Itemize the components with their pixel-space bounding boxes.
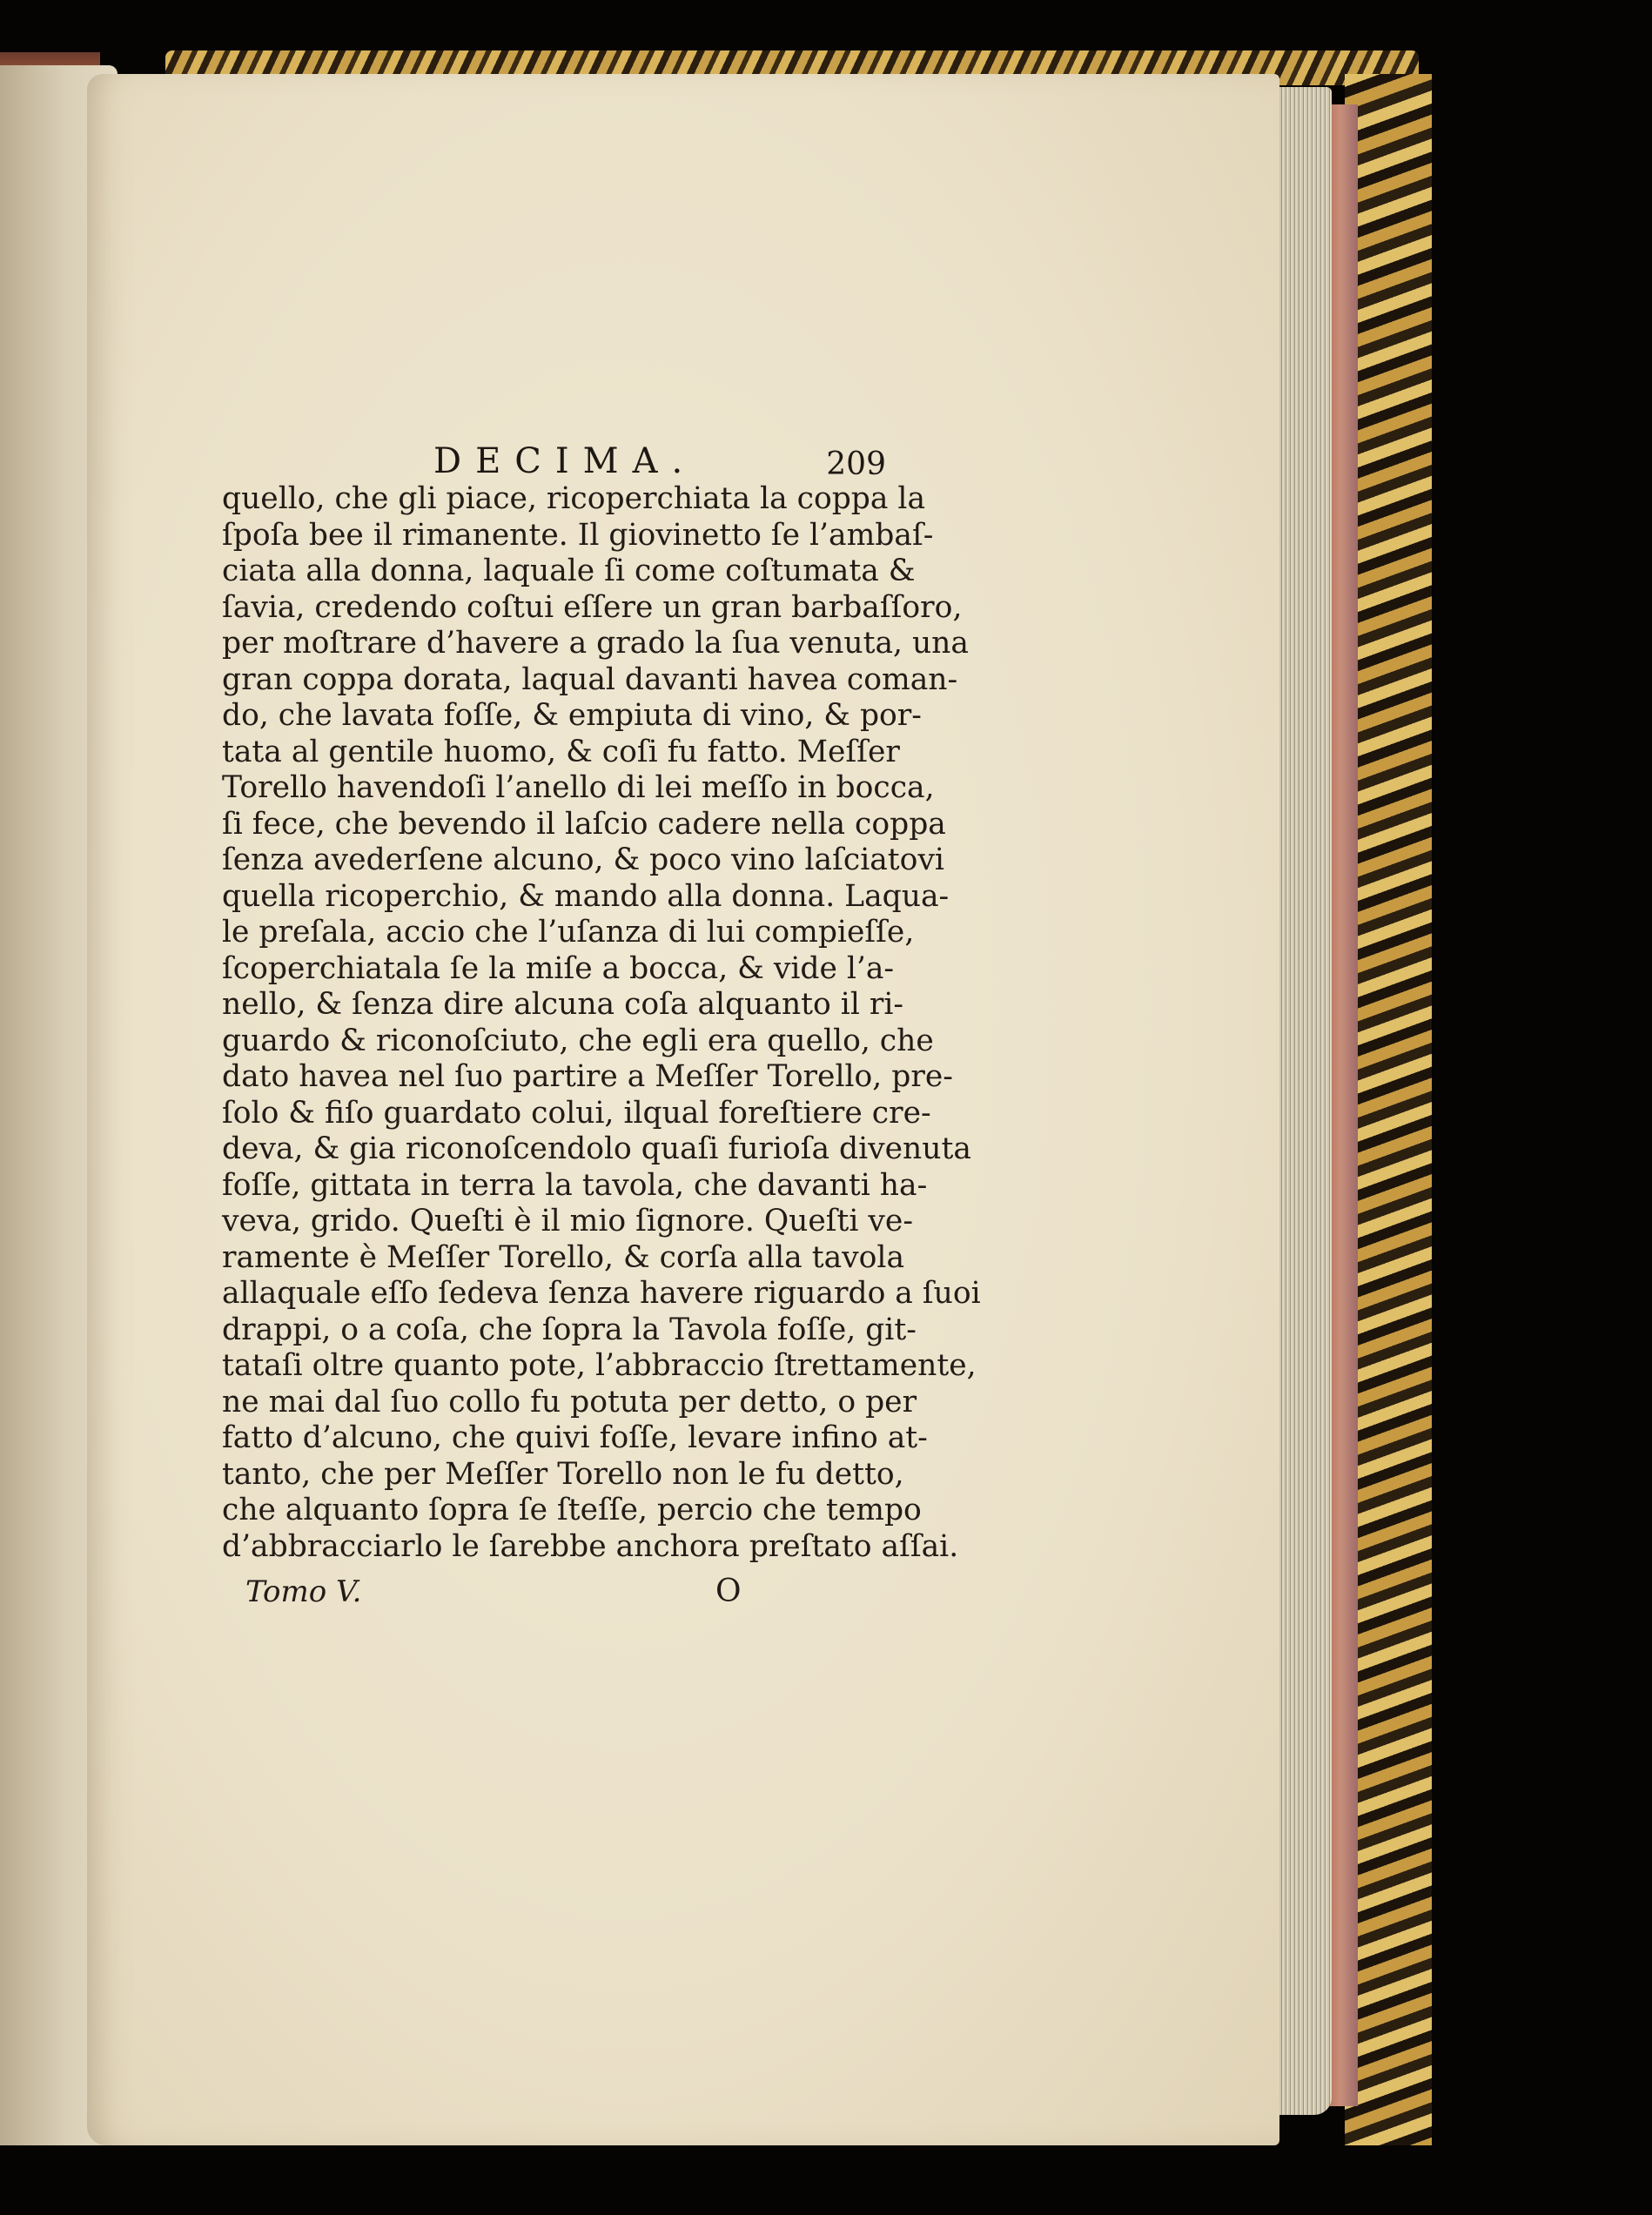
text-line: tanto, che per Meſſer Torello non le fu detto, xyxy=(222,1456,904,1492)
right-gilt-border xyxy=(1345,74,1432,2145)
text-line: ſcoperchiatala ſe la miſe a bocca, & vide l’a- xyxy=(222,950,895,986)
text-line: Torello havendoſi l’anello di lei meſſo in bocca, xyxy=(222,770,935,805)
text-line: ſavia, credendo coſtui eſſere un gran barbaſſoro, xyxy=(222,589,963,625)
text-line: quello, che gli piace, ricoperchiata la coppa la xyxy=(222,481,926,516)
text-line: foſſe, gittata in terra la tavola, che davanti ha- xyxy=(222,1167,928,1203)
text-line: ſenza avederſene alcuno, & poco vino laſciatovi xyxy=(222,842,944,877)
text-line: gran coppa dorata, laqual davanti havea coman- xyxy=(222,661,958,697)
text-line: ne mai dal ſuo collo fu potuta per detto, o per xyxy=(222,1384,917,1420)
page-number: 209 xyxy=(826,446,886,482)
text-line: per moſtrare d’havere a grado la ſua venuta, una xyxy=(222,626,969,661)
text-line: drappi, o a coſa, che ſopra la Tavola foſſe, git- xyxy=(222,1312,917,1347)
text-line: le preſala, accio che l’uſanza di lui compieſſe, xyxy=(222,915,915,950)
text-line: ſolo & fiſo guardato colui, ilqual foreſtiere cre- xyxy=(222,1095,931,1131)
page-header xyxy=(433,440,886,483)
text-line: ſpoſa bee il rimanente. Il giovinetto ſe l’ambaſ- xyxy=(222,517,934,553)
page-footer xyxy=(245,1571,768,1614)
text-line: dato havea nel ſuo partire a Meſſer Torello, pre- xyxy=(222,1059,953,1094)
text-line: ciata alla donna, laquale ſi come coſtumata & xyxy=(222,554,916,588)
text-line: ramente è Meſſer Torello, & corſa alla tavola xyxy=(222,1239,905,1275)
running-head: DECIMA. xyxy=(433,441,697,481)
text-line: guardo & riconoſciuto, che egli era quello, che xyxy=(222,1023,934,1058)
text-line: deva, & gia riconoſcendolo quaſi furioſa divenuta xyxy=(222,1131,971,1166)
text-line: nello, & ſenza dire alcuna coſa alquanto il ri- xyxy=(222,987,904,1022)
text-line: quella ricoperchio, & mando alla donna. Laqua- xyxy=(222,878,950,914)
text-line: fatto d’alcuno, che quivi foſſe, levare infino at- xyxy=(222,1420,928,1455)
text-line: tataſi oltre quanto pote, l’abbraccio ſtrettamente, xyxy=(222,1348,977,1383)
text-line: d’abbracciarlo le ſarebbe anchora preſtato aſſai. xyxy=(222,1528,959,1564)
text-line: allaquale eſſo ſedeva ſenza havere riguardo a ſuoi xyxy=(222,1276,981,1311)
volume-label: Tomo V. xyxy=(245,1574,362,1609)
text-line: che alquanto ſopra ſe ſteſſe, percio che tempo xyxy=(222,1493,922,1527)
text-line: tata al gentile huomo, & coſi fu fatto. Meſſer xyxy=(222,734,900,769)
text-line: veva, grido. Queſti è il mio ſignore. Queſti ve- xyxy=(222,1204,913,1238)
text-line: do, che lavata foſſe, & empiuta di vino, & por- xyxy=(222,698,922,733)
signature-mark: O xyxy=(715,1574,742,1609)
body-text xyxy=(222,481,981,1565)
text-line: ſi fece, che bevendo il laſcio cadere nella coppa xyxy=(222,806,946,842)
